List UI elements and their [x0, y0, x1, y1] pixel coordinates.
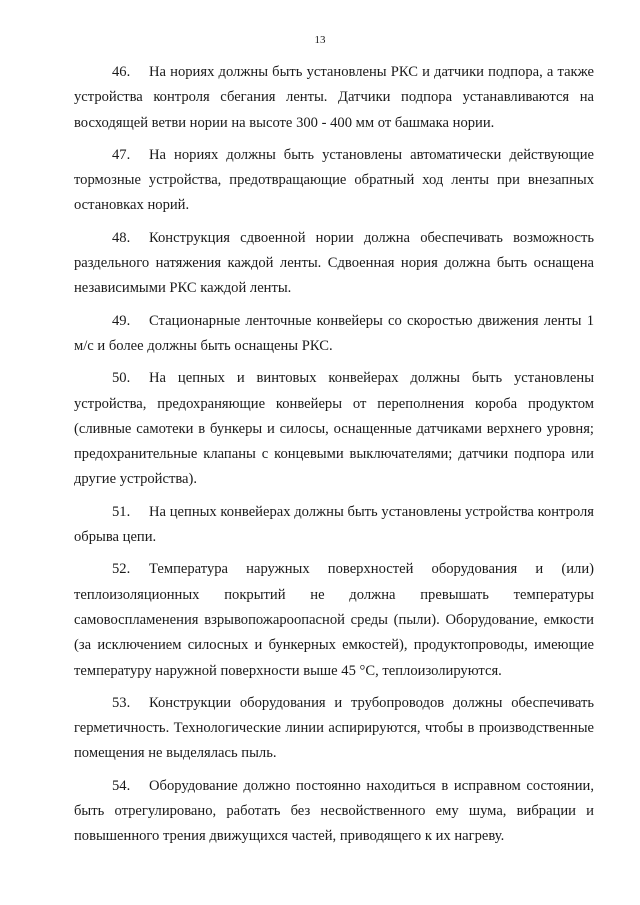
paragraph-text: На нориях должны быть установлены РКС и датчики подпора, а также устройства контроля сбегания ленты. Датчики подпора устанавливаются на восходящей ветви нории на высоте 300 - 400 мм от башмака нории. — [74, 64, 594, 131]
paragraph-53 — [74, 691, 594, 767]
paragraph-text: Оборудование должно постоянно находиться в исправном состоянии, быть отрегулировано, работать без несвойственного ему шума, вибрации и повышенного трения движущихся частей, приводящего к их нагреву. — [74, 777, 594, 845]
paragraph-48 — [74, 226, 594, 302]
paragraph-number: 49. — [112, 312, 131, 329]
paragraph-text: Температура наружных поверхностей оборудования и (или) теплоизоляционных покрытий не должна превышать температуры самовоспламенения взрывопожароопасной среды (пыли). Оборудование, емкости (за исключением силосных и бункерных емкостей), продуктопроводы, имеющие температуру наружной поверхности выше 45 °С, теплоизолируются. — [74, 561, 594, 679]
paragraph-number: 48. — [112, 229, 131, 246]
paragraph-52 — [74, 557, 594, 683]
paragraph-number: 51. — [112, 503, 131, 520]
paragraph-text: Стационарные ленточные конвейеры со скоростью движения ленты 1 м/с и более должны быть оснащены РКС. — [74, 312, 594, 354]
paragraph-47 — [74, 143, 594, 219]
paragraph-50 — [74, 366, 594, 492]
paragraph-number: 54. — [112, 777, 131, 794]
paragraph-number: 47. — [112, 146, 131, 163]
paragraph-number: 53. — [112, 694, 131, 711]
paragraph-text: Конструкции оборудования и трубопроводов должны обеспечивать герметичность. Технологические линии аспирируются, чтобы в производственные помещения не выделялась пыль. — [74, 694, 594, 762]
paragraph-46 — [74, 60, 594, 136]
document-body — [74, 60, 594, 857]
paragraph-number: 52. — [112, 561, 131, 578]
paragraph-text: На цепных конвейерах должны быть установлены устройства контроля обрыва цепи. — [74, 503, 594, 546]
paragraph-text: На нориях должны быть установлены автоматически действующие тормозные устройства, предотвращающие обратный ход ленты при внезапных остановках норий. — [74, 146, 594, 214]
paragraph-number: 46. — [112, 64, 131, 80]
page-number: 13 — [314, 34, 326, 46]
paragraph-text: На цепных и винтовых конвейерах должны быть установлены устройства, предохраняющие конвейеры от переполнения короба продуктом (сливные самотеки в бункеры и силосы, оснащенные датчиками верхнего уровня; предохранительные клапаны с концевыми выключателями; датчики подпора или другие устройства). — [74, 370, 594, 488]
paragraph-number: 50. — [112, 370, 131, 387]
paragraph-51 — [74, 500, 594, 551]
paragraph-54 — [74, 774, 594, 850]
paragraph-text: Конструкция сдвоенной нории должна обеспечивать возможность раздельного натяжения каждой ленты. Сдвоенная нория должна быть оснащена независимыми РКС каждой ленты. — [74, 229, 594, 297]
paragraph-49 — [74, 309, 594, 360]
